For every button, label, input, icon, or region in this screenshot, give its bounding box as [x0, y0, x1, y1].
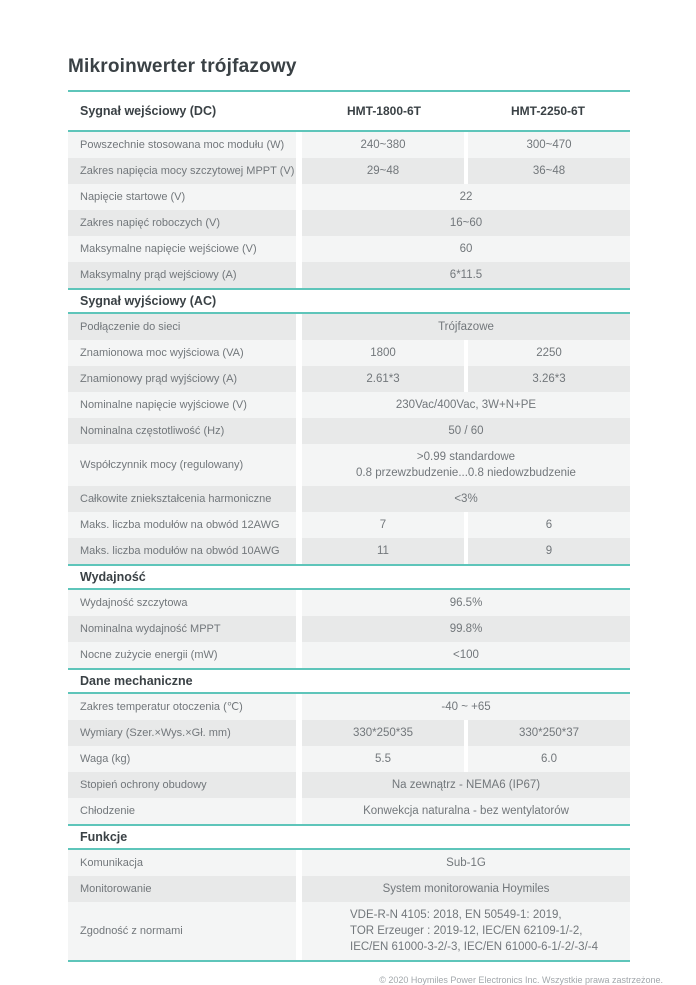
row-label: Zakres napięcia mocy szczytowej MPPT (V): [68, 158, 296, 184]
row-values: [302, 486, 630, 512]
section-header: [68, 564, 630, 590]
row-label: Wydajność szczytowa: [68, 590, 296, 616]
row-values: [302, 720, 630, 746]
row-label: Maks. liczba modułów na obwód 10AWG: [68, 538, 296, 564]
table-row: [68, 876, 630, 902]
row-label: Waga (kg): [68, 746, 296, 772]
section-title: Wydajność: [80, 570, 146, 584]
row-value: 11: [302, 538, 464, 564]
row-value: 96.5%: [302, 590, 630, 616]
row-value: 240~380: [302, 132, 464, 158]
row-values: [302, 418, 630, 444]
row-value: 3.26*3: [468, 366, 630, 392]
table-row: [68, 366, 630, 392]
row-value: 50 / 60: [302, 418, 630, 444]
row-value: 22: [302, 184, 630, 210]
row-values: [302, 392, 630, 418]
row-label: Znamionowa moc wyjściowa (VA): [68, 340, 296, 366]
row-label: Komunikacja: [68, 850, 296, 876]
row-label: Maks. liczba modułów na obwód 12AWG: [68, 512, 296, 538]
row-value-line: IEC/EN 61000-3-2/-3, IEC/EN 61000-6-1/-2/-3/-4: [350, 941, 599, 953]
table-row: [68, 158, 630, 184]
table-row: [68, 486, 630, 512]
spec-section: [68, 824, 630, 960]
row-label: Nominalna częstotliwość (Hz): [68, 418, 296, 444]
row-values: [302, 512, 630, 538]
table-row: [68, 444, 630, 486]
row-value-line: >0.99 standardowe: [416, 451, 516, 463]
row-value: 300~470: [468, 132, 630, 158]
row-value: 2250: [468, 340, 630, 366]
row-value: 99.8%: [302, 616, 630, 642]
row-value: Na zewnątrz - NEMA6 (IP67): [302, 772, 630, 798]
table-row: [68, 512, 630, 538]
row-value-line: 0.8 przewzbudzenie...0.8 niedowzbudzenie: [356, 467, 576, 479]
row-values: [302, 902, 630, 960]
row-values: [302, 850, 630, 876]
row-value: 2.61*3: [302, 366, 464, 392]
table-row: [68, 772, 630, 798]
row-values: [302, 366, 630, 392]
row-values: [302, 616, 630, 642]
row-value-lines: [356, 449, 576, 481]
row-values: [302, 340, 630, 366]
section-title: Sygnał wyjściowy (AC): [80, 294, 217, 308]
row-values: [302, 798, 630, 824]
table-row: [68, 616, 630, 642]
row-value: <3%: [302, 486, 630, 512]
row-value: 16~60: [302, 210, 630, 236]
row-label: Stopień ochrony obudowy: [68, 772, 296, 798]
section-header: [68, 90, 630, 132]
row-value: Trójfazowe: [302, 314, 630, 340]
table-row: [68, 590, 630, 616]
row-value: 6.0: [468, 746, 630, 772]
row-label: Maksymalne napięcie wejściowe (V): [68, 236, 296, 262]
row-value-lines: [350, 907, 598, 955]
table-row: [68, 720, 630, 746]
row-label: Podłączenie do sieci: [68, 314, 296, 340]
row-values: [302, 642, 630, 668]
row-values: [302, 210, 630, 236]
table-row: [68, 340, 630, 366]
row-value: 7: [302, 512, 464, 538]
section-header: [68, 824, 630, 850]
table-row: [68, 694, 630, 720]
table-row: [68, 236, 630, 262]
row-label: Monitorowanie: [68, 876, 296, 902]
row-value: 9: [468, 538, 630, 564]
row-label: Maksymalny prąd wejściowy (A): [68, 262, 296, 288]
table-row: [68, 210, 630, 236]
table-row: [68, 392, 630, 418]
row-label: Chłodzenie: [68, 798, 296, 824]
row-value: 330*250*35: [302, 720, 464, 746]
table-row: [68, 132, 630, 158]
row-value: -40 ~ +65: [302, 694, 630, 720]
section-title: Funkcje: [80, 830, 128, 844]
row-value: [302, 902, 630, 960]
spec-section: [68, 668, 630, 824]
row-value: 6: [468, 512, 630, 538]
row-label: Nocne zużycie energii (mW): [68, 642, 296, 668]
row-value: 230Vac/400Vac, 3W+N+PE: [302, 392, 630, 418]
table-row: [68, 418, 630, 444]
row-values: [302, 184, 630, 210]
row-label: Zakres napięć roboczych (V): [68, 210, 296, 236]
table-row: [68, 262, 630, 288]
row-label: Współczynnik mocy (regulowany): [68, 444, 296, 486]
section-header: [68, 288, 630, 314]
row-label: Zgodność z normami: [68, 902, 296, 960]
table-row: [68, 850, 630, 876]
copyright-footer: [0, 962, 696, 985]
row-label: Całkowite zniekształcenia harmoniczne: [68, 486, 296, 512]
table-row: [68, 746, 630, 772]
section-header: [68, 668, 630, 694]
row-value: 60: [302, 236, 630, 262]
row-values: [302, 314, 630, 340]
row-label: Nominalne napięcie wyjściowe (V): [68, 392, 296, 418]
row-label: Wymiary (Szer.×Wys.×Gł. mm): [68, 720, 296, 746]
copyright-text: © 2020 Hoymiles Power Electronics Inc. Wszystkie prawa zastrzeżone.: [379, 975, 663, 985]
row-values: [302, 444, 630, 486]
row-label: Powszechnie stosowana moc modułu (W): [68, 132, 296, 158]
row-values: [302, 746, 630, 772]
row-values: [302, 694, 630, 720]
row-value: 5.5: [302, 746, 464, 772]
model-column-header: HMT-1800-6T: [346, 104, 422, 118]
row-values: [302, 590, 630, 616]
page-title: Mikroinwerter trójfazowy: [68, 56, 297, 77]
table-row: [68, 642, 630, 668]
row-value: 36~48: [468, 158, 630, 184]
model-headers: [302, 104, 630, 118]
table-row: [68, 314, 630, 340]
row-label: Zakres temperatur otoczenia (℃): [68, 694, 296, 720]
table-row: [68, 798, 630, 824]
table-row: [68, 902, 630, 960]
row-values: [302, 772, 630, 798]
row-value: 29~48: [302, 158, 464, 184]
row-value: Sub-1G: [302, 850, 630, 876]
row-value-line: VDE-R-N 4105: 2018, EN 50549-1: 2019,: [350, 909, 562, 921]
table-row: [68, 538, 630, 564]
row-value: 330*250*37: [468, 720, 630, 746]
row-values: [302, 262, 630, 288]
row-value-line: TOR Erzeuger : 2019-12, IEC/EN 62109-1/-2,: [350, 925, 583, 937]
section-title: Sygnał wejściowy (DC): [80, 104, 217, 118]
row-value: System monitorowania Hoymiles: [302, 876, 630, 902]
row-label: Napięcie startowe (V): [68, 184, 296, 210]
row-values: [302, 132, 630, 158]
table-row: [68, 184, 630, 210]
row-value: 1800: [302, 340, 464, 366]
row-values: [302, 158, 630, 184]
row-values: [302, 236, 630, 262]
model-column-header: HMT-2250-6T: [510, 104, 586, 118]
spec-section: [68, 288, 630, 564]
row-value: Konwekcja naturalna - bez wentylatorów: [302, 798, 630, 824]
row-value: [302, 444, 630, 486]
section-title: Dane mechaniczne: [80, 674, 193, 688]
row-value: <100: [302, 642, 630, 668]
row-label: Znamionowy prąd wyjściowy (A): [68, 366, 296, 392]
spec-section: [68, 90, 630, 288]
row-values: [302, 538, 630, 564]
spec-section: [68, 564, 630, 668]
spec-table: [68, 90, 630, 960]
row-value: 6*11.5: [302, 262, 630, 288]
row-values: [302, 876, 630, 902]
row-label: Nominalna wydajność MPPT: [68, 616, 296, 642]
